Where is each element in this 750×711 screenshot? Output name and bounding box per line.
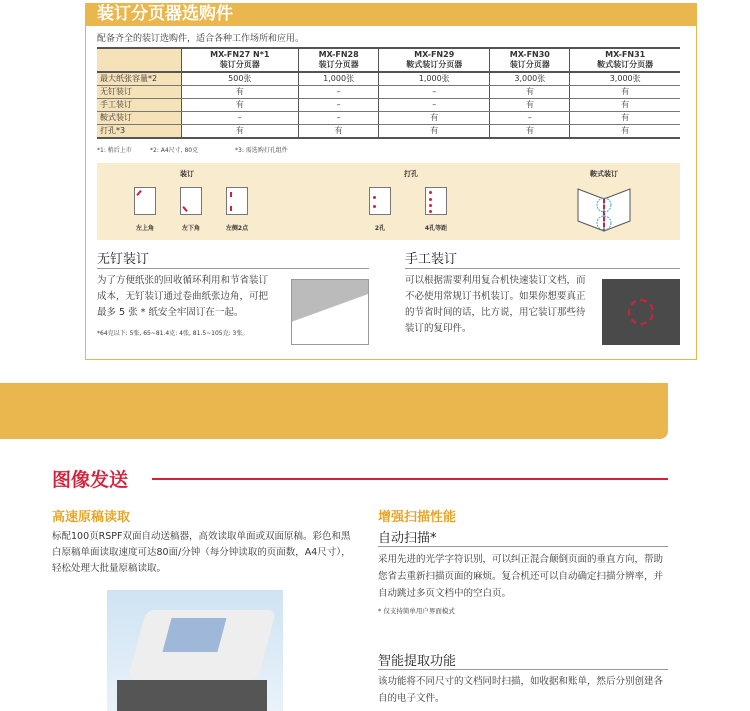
table-cell: 有 — [490, 86, 570, 99]
table-cell: – — [299, 112, 379, 125]
table-row — [97, 125, 680, 139]
auto-scan-note: * 仅支持简单用户界面模式 — [378, 607, 455, 615]
table-cell: – — [379, 99, 490, 112]
caption: 左下角 — [181, 225, 200, 232]
model: MX-FN30 — [509, 50, 550, 59]
stapleless-photo — [291, 279, 369, 345]
table-cell: 有 — [299, 125, 379, 139]
yellow-band — [0, 383, 668, 439]
sheet-4-hole-icon — [425, 187, 447, 215]
divider — [97, 268, 369, 269]
col-header — [570, 48, 680, 72]
col-header — [181, 48, 299, 72]
table-cell: 有 — [490, 99, 570, 112]
table-row — [97, 86, 680, 99]
table-cell: – — [490, 112, 570, 125]
table-cell: 有 — [181, 125, 299, 139]
fast-scan-title: 高速原稿读取 — [52, 510, 131, 525]
row-label: 最大纸张容量*2 — [97, 72, 181, 86]
table-cell: 有 — [570, 99, 680, 112]
section-rule — [152, 478, 668, 480]
footnote: *3: 需选购打孔组件 — [235, 147, 288, 154]
sheet-top-left-icon — [134, 187, 156, 215]
finishing-diagram — [97, 163, 680, 240]
stapleless-text: 为了方便纸张的回收循环利用和节省装订成本，无钉装订通过卷曲纸张边角，可把最多 5 张 * 纸安全牢固订在一起。 — [97, 275, 269, 318]
table-cell: 1,000张 — [299, 72, 379, 86]
col-header — [299, 48, 379, 72]
table-row — [97, 112, 680, 125]
type: 鞍式装订分页器 — [406, 60, 463, 69]
section-title: 图像发送 — [52, 469, 129, 491]
stapleless-note: *64克以下: 5张, 65~81.4克: 4张, 81.5~105克: 3张。 — [97, 330, 249, 337]
smart-extract-title: 智能提取功能 — [378, 654, 457, 669]
type: 装订分页器 — [509, 60, 550, 69]
caption: 左侧2点 — [225, 225, 249, 232]
divider — [378, 546, 668, 547]
model: MX-FN31 — [605, 50, 646, 59]
table-cell: 3,000张 — [490, 72, 570, 86]
table-cell: – — [299, 86, 379, 99]
table-row — [97, 99, 680, 112]
caption: 左上角 — [135, 225, 154, 232]
table-row — [97, 72, 680, 86]
header-empty — [97, 48, 181, 72]
table-cell: 500张 — [181, 72, 299, 86]
footnote: *1: 稍后上市 — [97, 147, 132, 154]
sheet-left-two-icon — [226, 187, 248, 215]
row-label: 手工装订 — [97, 99, 181, 112]
manual-title: 手工装订 — [405, 252, 458, 267]
table-cell: 3,000张 — [570, 72, 680, 86]
type: 鞍式装订分页器 — [597, 60, 654, 69]
table-cell: 有 — [181, 99, 299, 112]
finisher-intro: 配备齐全的装订选购件，适合各种工作场所和应用。 — [97, 34, 305, 44]
manual-staple-photo — [602, 279, 680, 345]
type: 装订分页器 — [318, 60, 359, 69]
row-label: 鞍式装订 — [97, 112, 181, 125]
finisher-title: 装订分页器选购件 — [85, 3, 697, 26]
divider — [405, 268, 680, 269]
scanner-photo — [107, 590, 283, 711]
sheet-bottom-left-icon — [180, 187, 202, 215]
finisher-table — [97, 47, 680, 139]
type: 装订分页器 — [219, 60, 260, 69]
table-header-row — [97, 48, 680, 72]
table-cell: 有 — [570, 86, 680, 99]
caption: 4孔等距 — [424, 225, 448, 232]
table-cell: – — [299, 99, 379, 112]
table-cell: 有 — [379, 125, 490, 139]
table-cell: 有 — [379, 112, 490, 125]
smart-extract-text: 该功能将不同尺寸的文档同时扫描，如收据和账单，然后分别创建各自的电子文件。 — [378, 676, 664, 704]
model: MX-FN27 N*1 — [210, 50, 270, 59]
table-cell: 1,000张 — [379, 72, 490, 86]
enhanced-scan-title: 增强扫描性能 — [378, 510, 457, 525]
divider — [378, 669, 668, 670]
footnote: *2: A4尺寸, 80克 — [150, 147, 199, 154]
table-cell: – — [181, 112, 299, 125]
auto-scan-title: 自动扫描* — [378, 531, 437, 546]
manual-text: 可以根据需要利用复合机快速装订文档，而不必使用常规订书机装订。如果你想要真正的节省时间的话，比方说，用它装订那些待装订的复印件。 — [405, 275, 586, 334]
sheet-2-hole-icon — [369, 187, 391, 215]
auto-scan-text: 采用先进的光学字符识别，可以纠正混合颠倒页面的垂直方向，帮助您省去重新扫描页面的麻烦。复合机还可以自动确定扫描分辨率，并自动跳过多页文档中的空白页。 — [378, 554, 664, 599]
model: MX-FN28 — [318, 50, 359, 59]
table-cell: – — [379, 86, 490, 99]
model: MX-FN29 — [414, 50, 455, 59]
table-cell: 有 — [570, 125, 680, 139]
caption: 2孔 — [374, 225, 386, 232]
col-header — [379, 48, 490, 72]
row-label: 无钉装订 — [97, 86, 181, 99]
row-label: 打孔*3 — [97, 125, 181, 139]
col-header — [490, 48, 570, 72]
stapleless-title: 无钉装订 — [97, 252, 150, 267]
staple-title: 装订 — [180, 170, 194, 178]
table-cell: 有 — [181, 86, 299, 99]
punch-title: 打孔 — [404, 170, 418, 178]
saddle-book-icon — [575, 183, 633, 235]
table-cell: 有 — [570, 112, 680, 125]
table-cell: 有 — [490, 125, 570, 139]
fast-scan-text: 标配100页RSPF双面自动送稿器，高效读取单面或双面原稿。彩色和黑白原稿单面读取速度可达80面/分钟（每分钟读取的页面数，A4尺寸），轻松处理大批量原稿读取。 — [52, 531, 351, 574]
saddle-title: 鞍式装订 — [590, 170, 618, 178]
